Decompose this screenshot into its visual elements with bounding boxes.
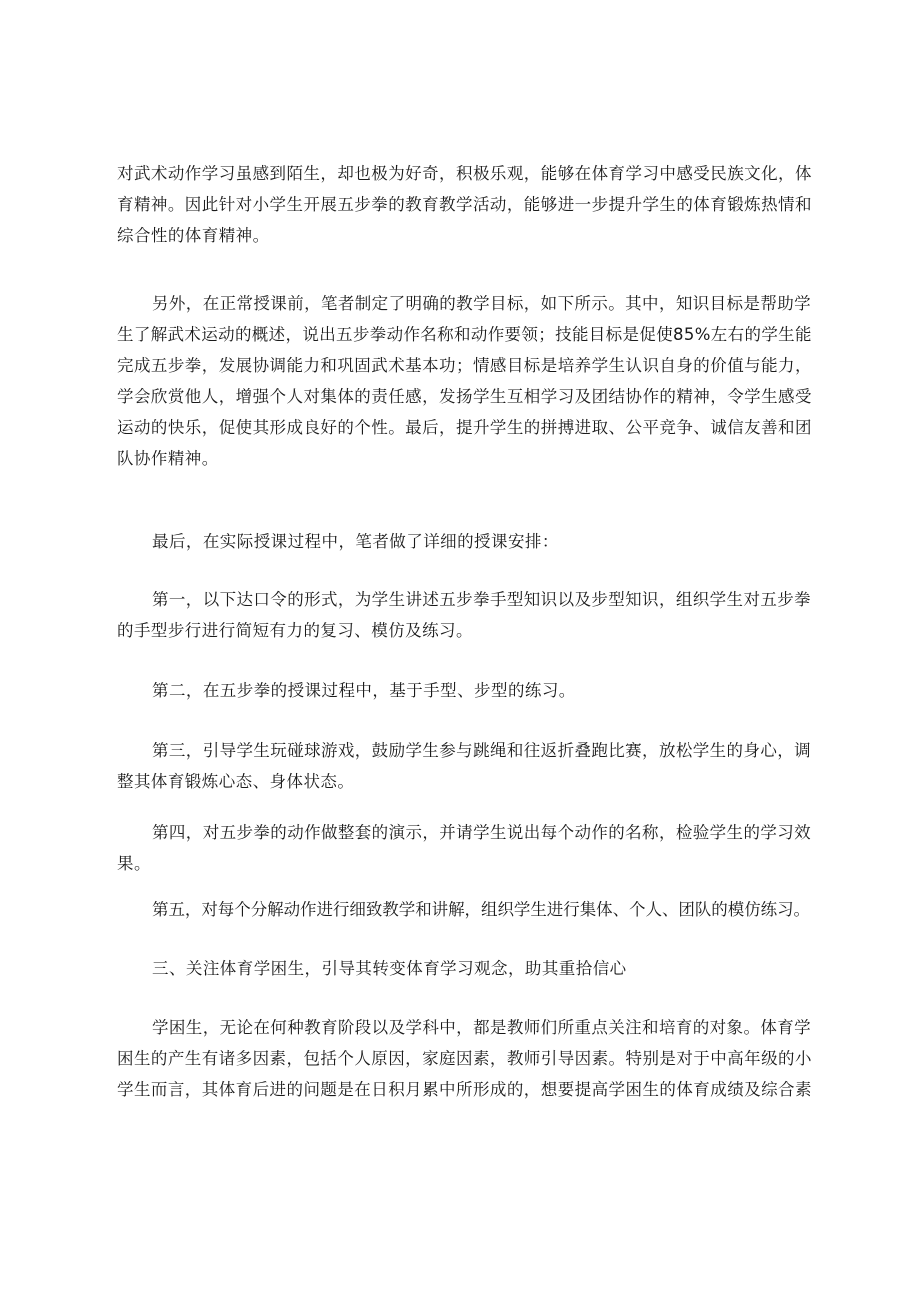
text-line: 第三，引导学生玩碰球游戏，鼓励学生参与跳绳和往返折叠跑比赛，放松学生的身心，调 xyxy=(152,741,811,760)
text-line: 学困生，无论在何种教育阶段以及学科中，都是教师们所重点关注和培育的对象。体育学 xyxy=(152,1018,811,1037)
text-line: 综合性的体育精神。 xyxy=(117,226,270,245)
text-line: 另外，在正常授课前，笔者制定了明确的教学目标，如下所示。其中，知识目标是帮助学 xyxy=(152,294,811,313)
paragraph-step-five xyxy=(117,894,811,925)
text-line: 第一，以下达口令的形式，为学生讲述五步拳手型知识以及步型知识，组织学生对五步拳 xyxy=(152,590,811,609)
section-heading xyxy=(117,953,811,984)
text-line: 困生的产生有诸多因素，包括个人原因，家庭因素，教师引导因素。特别是对于中高年级的小 xyxy=(117,1049,812,1068)
text-line: 完成五步拳，发展协调能力和巩固武术基本功；情感目标是培养学生认识自身的价值与能力， xyxy=(117,356,812,375)
paragraph-step-two xyxy=(117,675,811,706)
paragraph-intro-continuation xyxy=(117,158,811,251)
paragraph-step-three xyxy=(117,735,811,797)
text-line: 三、关注体育学困生，引导其转变体育学习观念，助其重拾信心 xyxy=(152,959,627,978)
text-line: 果。 xyxy=(117,854,151,873)
text-line: 整其体育锻炼心态、身体状态。 xyxy=(117,772,355,791)
text-line: 育精神。因此针对小学生开展五步拳的教育教学活动，能够进一步提升学生的体育锻炼热情和 xyxy=(117,195,812,214)
text-line: 第五，对每个分解动作进行细致教学和讲解，组织学生进行集体、个人、团队的模仿练习。 xyxy=(152,900,811,919)
text-line: 学会欣赏他人，增强个人对集体的责任感，发扬学生互相学习及团结协作的精神，令学生感受 xyxy=(117,387,812,406)
paragraph-teaching-goals xyxy=(117,288,811,474)
text-line: 学生而言，其体育后进的问题是在日积月累中所形成的，想要提高学困生的体育成绩及综合素 xyxy=(117,1080,812,1099)
paragraph-step-one xyxy=(117,584,811,646)
text-line: 运动的快乐，促使其形成良好的个性。最后，提升学生的拼搏进取、公平竞争、诚信友善和团 xyxy=(117,418,812,437)
paragraph-arrangement-intro xyxy=(117,526,811,557)
text-line: 生了解武术运动的概述，说出五步拳动作名称和动作要领；技能目标是促使85%左右的学生能 xyxy=(117,325,812,344)
paragraph-step-four xyxy=(117,817,811,879)
text-line: 第二，在五步拳的授课过程中，基于手型、步型的练习。 xyxy=(152,681,576,700)
text-line: 对武术动作学习虽感到陌生，却也极为好奇，积极乐观，能够在体育学习中感受民族文化，体 xyxy=(117,164,812,183)
paragraph-struggling-students xyxy=(117,1012,811,1105)
text-line: 队协作精神。 xyxy=(117,449,219,468)
text-line: 的手型步行进行简短有力的复习、模仿及练习。 xyxy=(117,621,473,640)
text-line: 第四，对五步拳的动作做整套的演示，并请学生说出每个动作的名称，检验学生的学习效 xyxy=(152,823,811,842)
text-line: 最后，在实际授课过程中，笔者做了详细的授课安排： xyxy=(152,532,559,551)
